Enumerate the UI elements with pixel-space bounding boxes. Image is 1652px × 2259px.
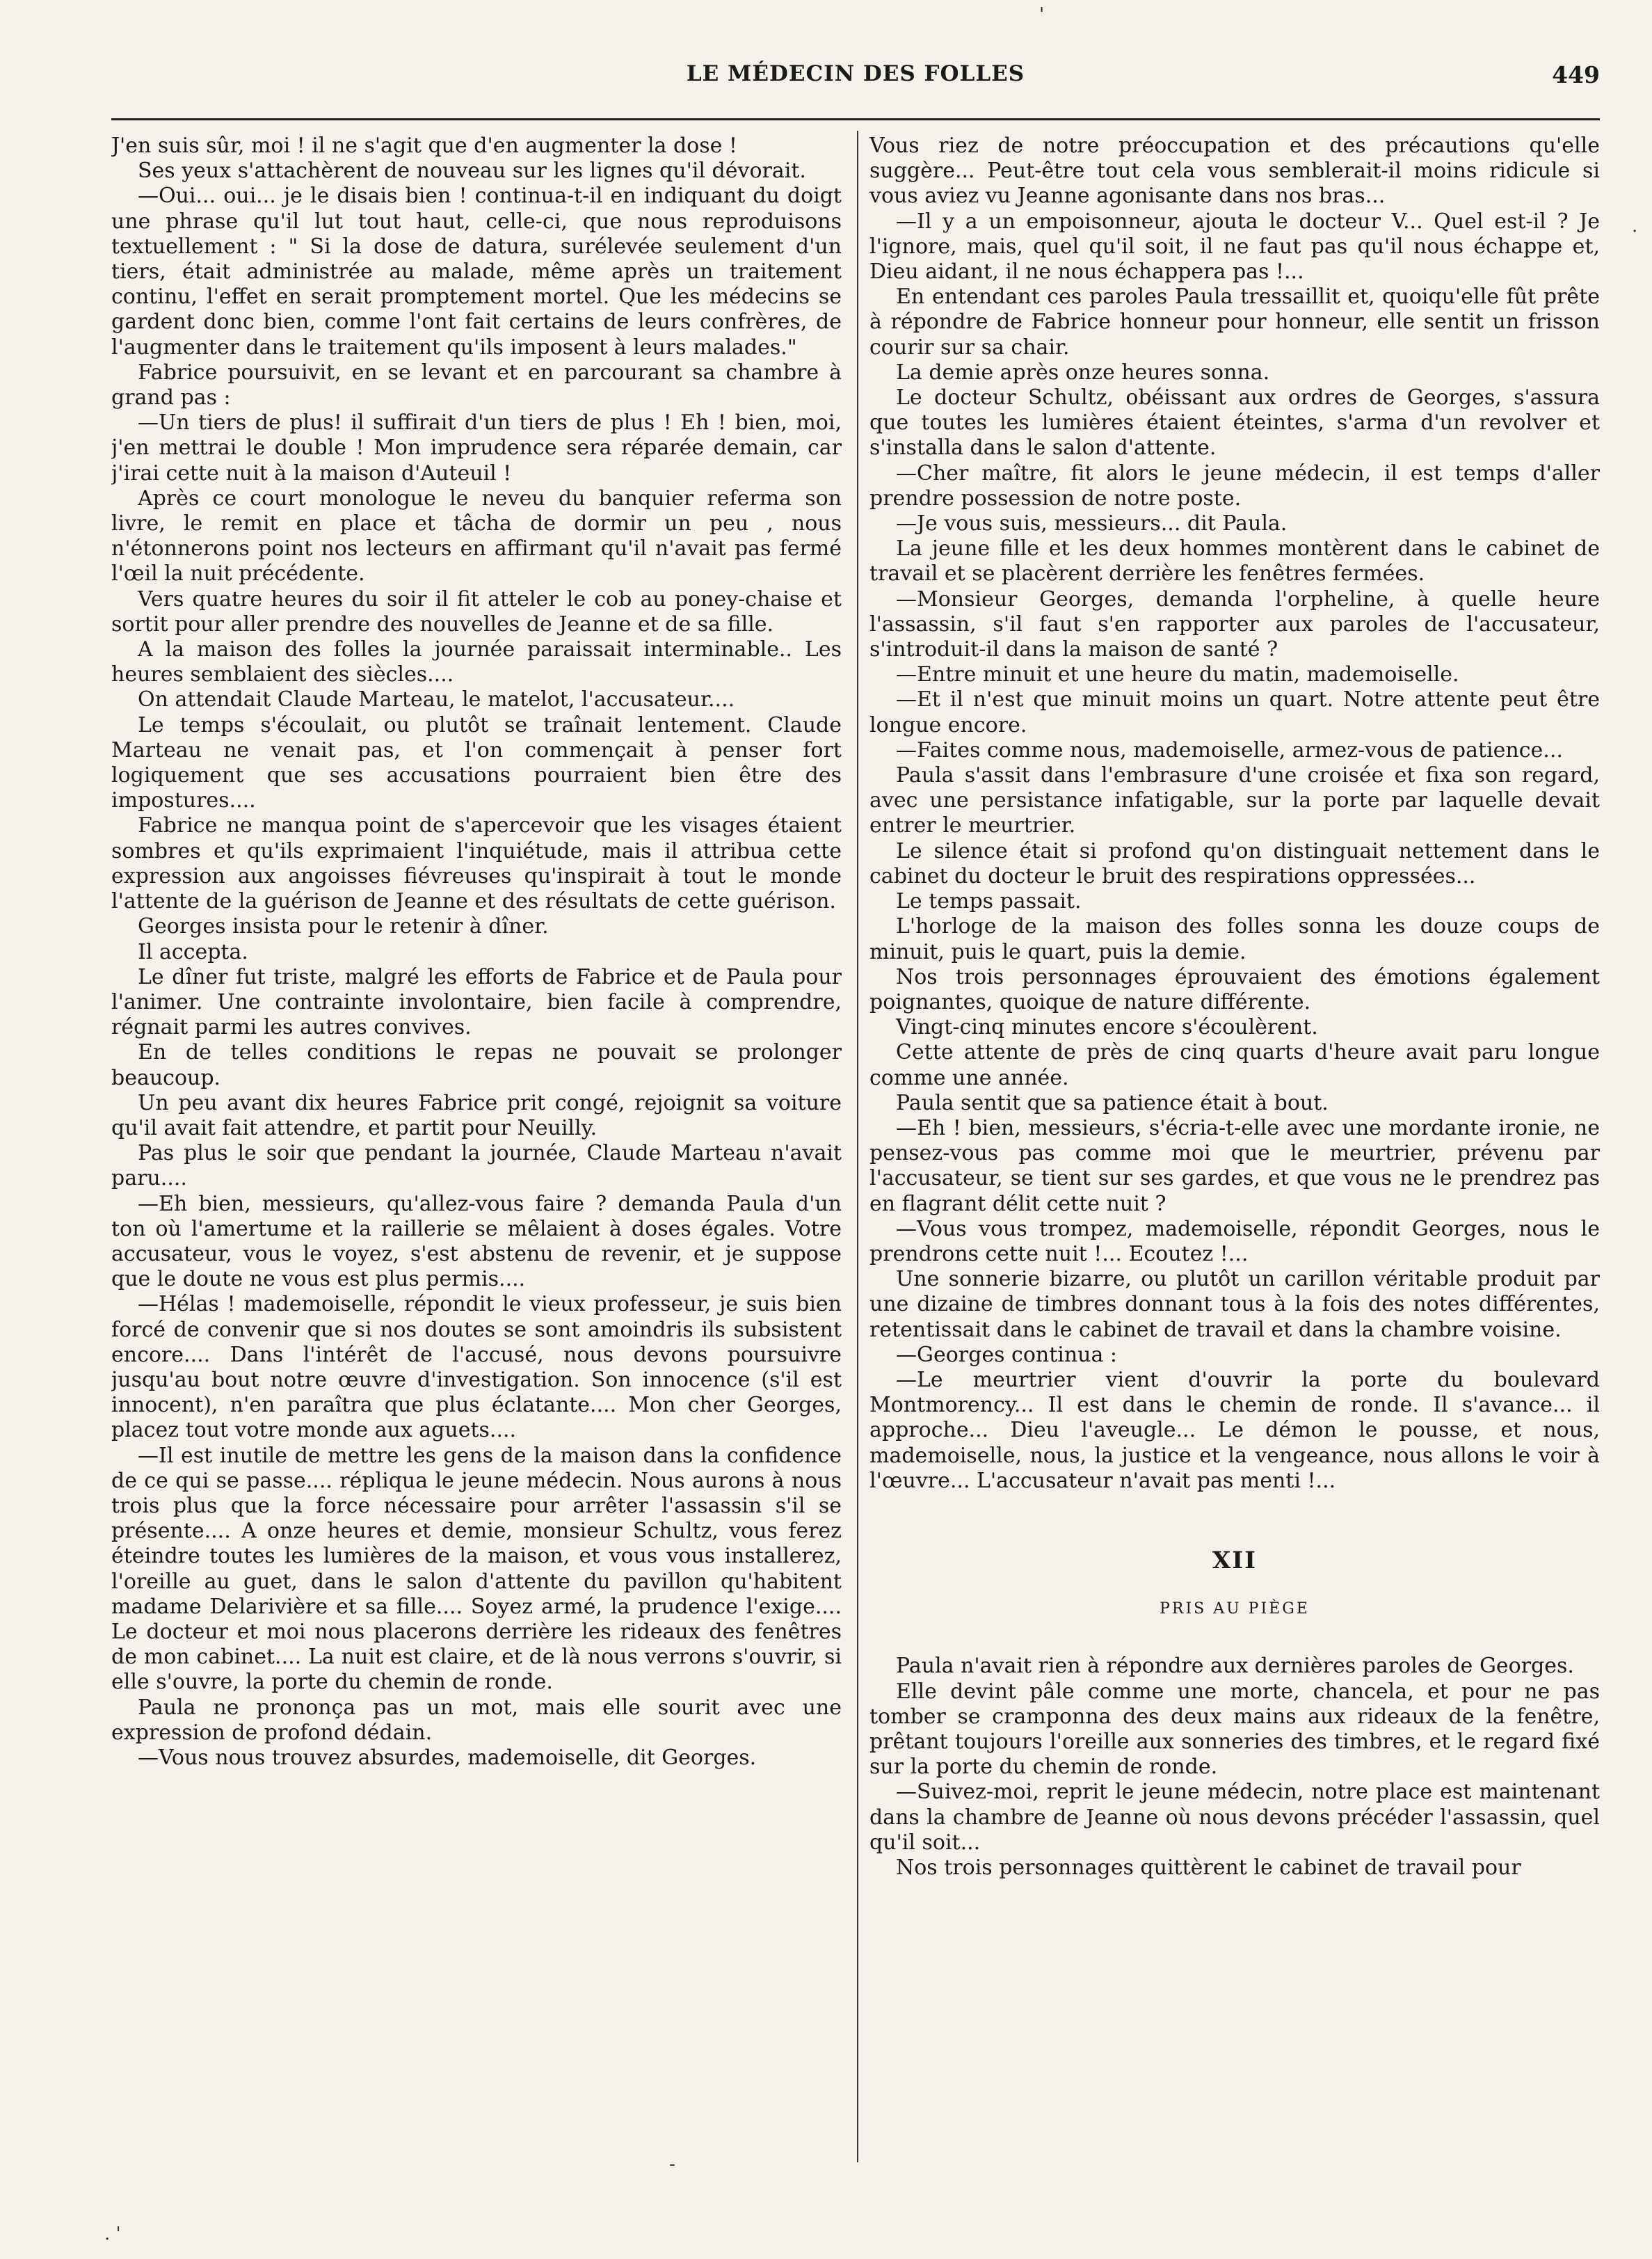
page-number: 449 — [1552, 61, 1600, 88]
paragraph: Georges insista pour le retenir à dîner. — [138, 914, 549, 939]
paragraph: La demie après onze heures sonna. — [896, 360, 1270, 385]
paragraph: —Faites comme nous, mademoiselle, armez-vous de patience... — [896, 737, 1563, 763]
stray-mark: . ' — [104, 2224, 121, 2244]
paragraph: —Suivez-moi, reprit le jeune médecin, notre place est maintenant dans la chambre de Jeanne où nous devons précéder l'assassin, quel qu'il soit... — [869, 1780, 1600, 1855]
paragraph: On attendait Claude Marteau, le matelot, l'accusateur.... — [138, 687, 735, 712]
paragraph: En entendant ces paroles Paula tressaillit et, quoiqu'elle fût prête à répondre de Fabrice honneur pour honneur, elle sentit un frisson courir sur sa chair. — [869, 285, 1600, 360]
paragraph: Il accepta. — [138, 939, 248, 964]
paragraph: —Monsieur Georges, demanda l'orpheline, à quelle heure l'assassin, s'il faut s'en rapporter aux paroles de l'accusateur, s'introduit-il dans la maison de santé ? — [869, 586, 1600, 662]
paragraph: —Eh bien, messieurs, qu'allez-vous faire ? demanda Paula d'un ton où l'amertume et la raillerie se mêlaient à doses égales. Votre accusateur, vous le voyez, s'est abstenu de revenir, et je suppose que le doute ne vous est plus permis.... — [111, 1191, 842, 1292]
paragraph: Le silence était si profond qu'on distinguait nettement dans le cabinet du docteur le bruit des respirations oppressées... — [869, 838, 1600, 888]
paragraph: —Vous vous trompez, mademoiselle, répondit Georges, nous le prendrons cette nuit !... Ecoutez !... — [869, 1216, 1600, 1266]
paragraph: Paula ne prononça pas un mot, mais elle sourit avec une expression de profond dédain. — [111, 1695, 842, 1745]
column-divider — [857, 131, 858, 2162]
paragraph: —Hélas ! mademoiselle, répondit le vieux professeur, je suis bien forcé de convenir que si nos doutes se sont amoindris ils subsistent encore.... Dans l'intérêt de l'accusé, nous devons poursuivre jusqu'au bout notre œuvre d'investigation. Son innocence (s'il est innocent), n'en paraîtra que plus éclatante.... Mon cher Georges, placez tout votre monde aux aguets.... — [111, 1292, 842, 1443]
paragraph: Après ce court monologue le neveu du banquier referma son livre, le remit en place et tâcha de dormir un peu , nous n'étonnerons point nos lecteurs en affirmant qu'il n'avait pas fermé l'œil la nuit précédente. — [111, 486, 842, 586]
paragraph: Nos trois personnages quittèrent le cabinet de travail pour — [896, 1855, 1521, 1880]
paragraph: Paula s'assit dans l'embrasure d'une croisée et fixa son regard, avec une persistance infatigable, sur la porte par laquelle devait entrer le meurtrier. — [869, 763, 1600, 838]
paragraph: —Vous nous trouvez absurdes, mademoiselle, dit Georges. — [138, 1746, 757, 1770]
paragraph: Le temps passait. — [896, 889, 1082, 914]
paragraph: —Un tiers de plus! il suffirait d'un tiers de plus ! Eh ! bien, moi, j'en mettrai le double ! Mon imprudence sera réparée demain, car j'irai cette nuit à la maison d'Auteuil ! — [111, 410, 842, 486]
paragraph: —Eh ! bien, messieurs, s'écria-t-elle avec une mordante ironie, ne pensez-vous pas comme moi que le meurtrier, prévenu par l'accusateur, se tient sur ses gardes, et que vous ne le prendrez pas en flagrant délit cette nuit ? — [869, 1115, 1600, 1216]
left-column — [111, 134, 842, 2176]
paragraph: Vingt-cinq minutes encore s'écoulèrent. — [896, 1015, 1318, 1040]
paragraph: Fabrice ne manqua point de s'apercevoir que les visages étaient sombres et qu'ils exprimaient l'inquiétude, mais il attribua cette expression aux angoisses fiévreuses qu'inspirait à tout le monde l'attente de la guérison de Jeanne et des résultats de cette guérison. — [111, 813, 842, 914]
chapter-title: PRIS AU PIÈGE — [1160, 1600, 1310, 1618]
paragraph: Fabrice poursuivit, en se levant et en parcourant sa chambre à grand pas : — [111, 360, 842, 410]
paragraph: —Il est inutile de mettre les gens de la maison dans la confidence de ce qui se passe.... répliqua le jeune médecin. Nous aurons à nous trois plus que la force nécessaire pour arrêter l'assassin s'il se présente.... A onze heures et demie, monsieur Schultz, vous ferez éteindre toutes les lumières de la maison, et vous vous installerez, l'oreille au guet, dans le salon d'attente du pavillon qu'habitent madame Delarivière et sa fille.... Soyez armé, la prudence l'exige.... Le docteur et moi nous placerons derrière les rideaux des fenêtres de mon cabinet.... La nuit est claire, et de là nous verrons s'ouvrir, si elle s'ouvre, la porte du chemin de ronde. — [111, 1443, 842, 1695]
paragraph: En de telles conditions le repas ne pouvait se prolonger beaucoup. — [111, 1040, 842, 1090]
paragraph: —Je vous suis, messieurs... dit Paula. — [896, 511, 1288, 536]
paragraph: Un peu avant dix heures Fabrice prit congé, rejoignit sa voiture qu'il avait fait attendre, et partit pour Neuilly. — [111, 1090, 842, 1140]
paragraph: Elle devint pâle comme une morte, chancela, et pour ne pas tomber se cramponna des deux mains aux rideaux de la fenêtre, prêtant toujours l'oreille aux sonneries des timbres, et le regard fixé sur la porte du chemin de ronde. — [869, 1679, 1600, 1780]
stray-mark: · — [1632, 221, 1638, 242]
stray-mark: ' — [1039, 4, 1045, 25]
right-column — [869, 134, 1600, 2176]
paragraph: Paula n'avait rien à répondre aux dernières paroles de Georges. — [896, 1654, 1574, 1679]
page-header — [111, 61, 1600, 103]
header-rule — [111, 118, 1600, 120]
paragraph: —Entre minuit et une heure du matin, mademoiselle. — [896, 662, 1459, 687]
paragraph: L'horloge de la maison des folles sonna les douze coups de minuit, puis le quart, puis la demie. — [869, 914, 1600, 964]
paragraph: —Le meurtrier vient d'ouvrir la porte du boulevard Montmorency... Il est dans le chemin de ronde. Il s'avance... il approche... Dieu l'aveugle... Le démon le pousse, et nous, mademoiselle, nous, la justice et la vengeance, nous allons le voir à l'œuvre... L'accusateur n'avait pas menti !... — [869, 1367, 1600, 1493]
stray-mark: - — [669, 2154, 675, 2175]
paragraph: —Oui... oui... je le disais bien ! continua-t-il en indiquant du doigt une phrase qu'il lut tout haut, celle-ci, que nous reproduisons textuellement : " Si la dose de datura, surélevée seulement d'un tiers, était administrée au malade, même après un traitement continu, l'effet en serait promptement mortel. Que les médecins se gardent donc bien, comme l'ont fait certains de leurs confrères, de l'augmenter dans le traitement qu'ils imposent à leurs malades." — [111, 184, 842, 360]
running-title: LE MÉDECIN DES FOLLES — [686, 61, 1025, 86]
paragraph: Le docteur Schultz, obéissant aux ordres de Georges, s'assura que toutes les lumières étaient éteintes, s'arma d'un revolver et s'installa dans le salon d'attente. — [869, 385, 1600, 461]
paragraph: Vous riez de notre préoccupation et des précautions qu'elle suggère... Peut-être tout cela vous semblerait-il moins ridicule si vous aviez vu Jeanne agonisante dans nos bras... — [869, 134, 1600, 209]
paragraph: —Et il n'est que minuit moins un quart. Notre attente peut être longue encore. — [869, 687, 1600, 737]
paragraph: J'en suis sûr, moi ! il ne s'agit que d'en augmenter la dose ! — [111, 134, 737, 158]
paragraph: Le dîner fut triste, malgré les efforts de Fabrice et de Paula pour l'animer. Une contrainte involontaire, bien facile à comprendre, régnait parmi les autres convives. — [111, 964, 842, 1040]
paragraph: —Cher maître, fit alors le jeune médecin, il est temps d'aller prendre possession de notre poste. — [869, 461, 1600, 511]
paragraph: Paula sentit que sa patience était à bout. — [896, 1090, 1329, 1115]
paragraph: Nos trois personnages éprouvaient des émotions également poignantes, quoique de nature différente. — [869, 964, 1600, 1014]
paragraph: Le temps s'écoulait, ou plutôt se traînait lentement. Claude Marteau ne venait pas, et l'on commençait à penser fort logiquement que ses accusations pourraient bien être des impostures.... — [111, 712, 842, 813]
paragraph: —Il y a un empoisonneur, ajouta le docteur V... Quel est-il ? Je l'ignore, mais, quel qu'il soit, il ne faut pas qu'il nous échappe et, Dieu aidant, il ne nous échappera pas !... — [869, 209, 1600, 285]
paragraph: —Georges continua : — [896, 1342, 1118, 1367]
right-column-text-after — [869, 1654, 1600, 1881]
paragraph: La jeune fille et les deux hommes montèrent dans le cabinet de travail et se placèrent derrière les fenêtres fermées. — [869, 536, 1600, 586]
paragraph: Une sonnerie bizarre, ou plutôt un carillon véritable produit par une dizaine de timbres donnant tous à la fois des notes différentes, retentissait dans le cabinet de travail et dans la chambre voisine. — [869, 1267, 1600, 1342]
paragraph: Ses yeux s'attachèrent de nouveau sur les lignes qu'il dévorait. — [138, 159, 806, 184]
paragraph: Vers quatre heures du soir il fit atteler le cob au poney-chaise et sortit pour aller prendre des nouvelles de Jeanne et de sa fille. — [111, 586, 842, 637]
right-column-text-before — [869, 134, 1600, 1494]
paragraph: Cette attente de près de cinq quarts d'heure avait paru longue comme une année. — [869, 1040, 1600, 1090]
chapter-number: XII — [1212, 1546, 1258, 1574]
paragraph: A la maison des folles la journée paraissait interminable.. Les heures semblaient des siècles.... — [111, 637, 842, 687]
paragraph: Pas plus le soir que pendant la journée, Claude Marteau n'avait paru.... — [111, 1141, 842, 1191]
